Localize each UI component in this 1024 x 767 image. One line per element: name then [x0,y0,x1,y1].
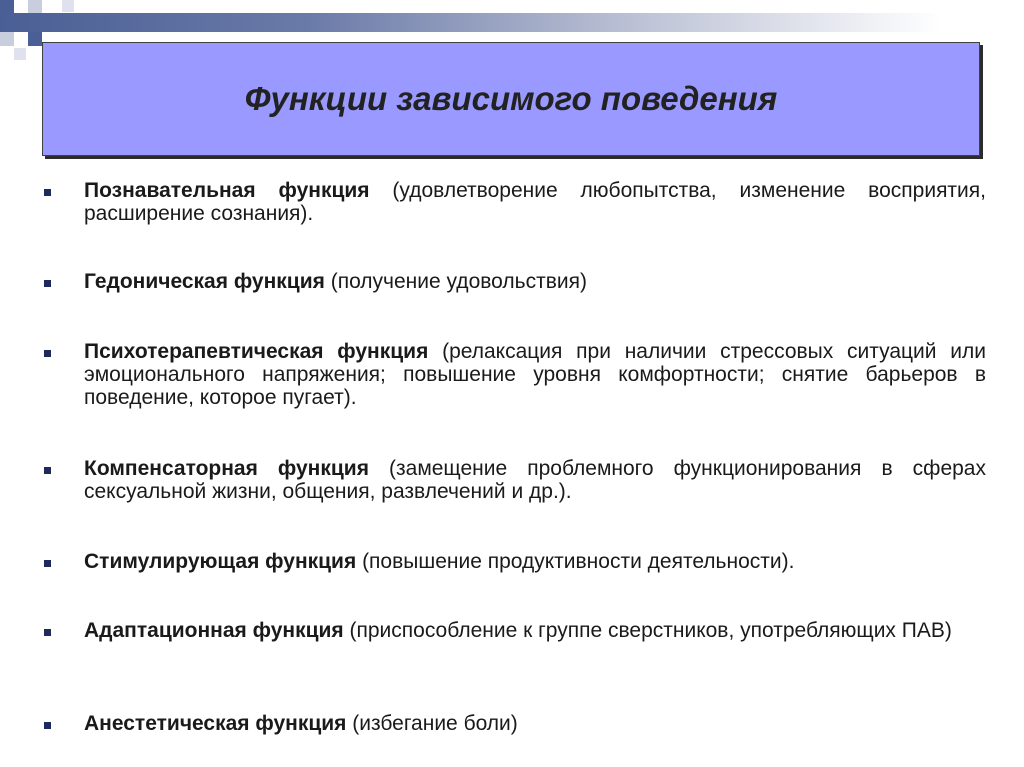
square-bullet-icon [44,560,51,567]
header-gradient-bar [0,13,1024,32]
list-item-text [84,457,986,503]
corner-square-7 [28,32,42,46]
list-item-text [84,179,986,225]
function-term: Адаптационная функция [84,619,344,642]
corner-square-2 [28,0,42,14]
list-item-text [84,619,986,642]
function-description: (получение удовольствия) [324,270,587,293]
function-description: (удовлетворение любопытства, изменение восприятия, расширение сознания). [84,179,986,225]
corner-square-1 [0,0,14,14]
square-bullet-icon [44,350,51,357]
square-bullet-icon [44,189,51,196]
corner-square-8 [14,48,26,60]
function-term: Психотерапевтическая функция [84,340,429,363]
corner-square-3 [62,0,74,12]
function-term: Гедоническая функция [84,270,325,293]
list-item-text [84,550,986,573]
square-bullet-icon [44,722,51,729]
corner-square-6 [0,32,14,46]
square-bullet-icon [44,629,51,636]
list-item-text [84,270,986,293]
list-item-text [84,712,986,735]
function-description: (релаксация при наличии стрессовых ситуаций или эмоционального напряжения; повышение уровня комфортности; снятие барьеров в поведение, которое пугает). [84,340,986,409]
function-description: (замещение проблемного функционирования в сферах сексуальной жизни, общения, развлечений и др.). [84,457,986,503]
slide-title: Функции зависимого поведения [244,80,778,117]
function-term: Познавательная функция [84,179,370,202]
function-description: (повышение продуктивности деятельности). [356,550,795,573]
function-term: Стимулирующая функция [84,550,357,573]
square-bullet-icon [44,280,51,287]
function-description: (избегание боли) [346,712,518,735]
function-term: Анестетическая функция [84,712,347,735]
title-box [42,42,980,156]
square-bullet-icon [44,467,51,474]
function-term: Компенсаторная функция [84,457,369,480]
list-item-text [84,340,986,409]
function-description: (приспособление к группе сверстников, употребляющих ПАВ) [343,619,952,642]
